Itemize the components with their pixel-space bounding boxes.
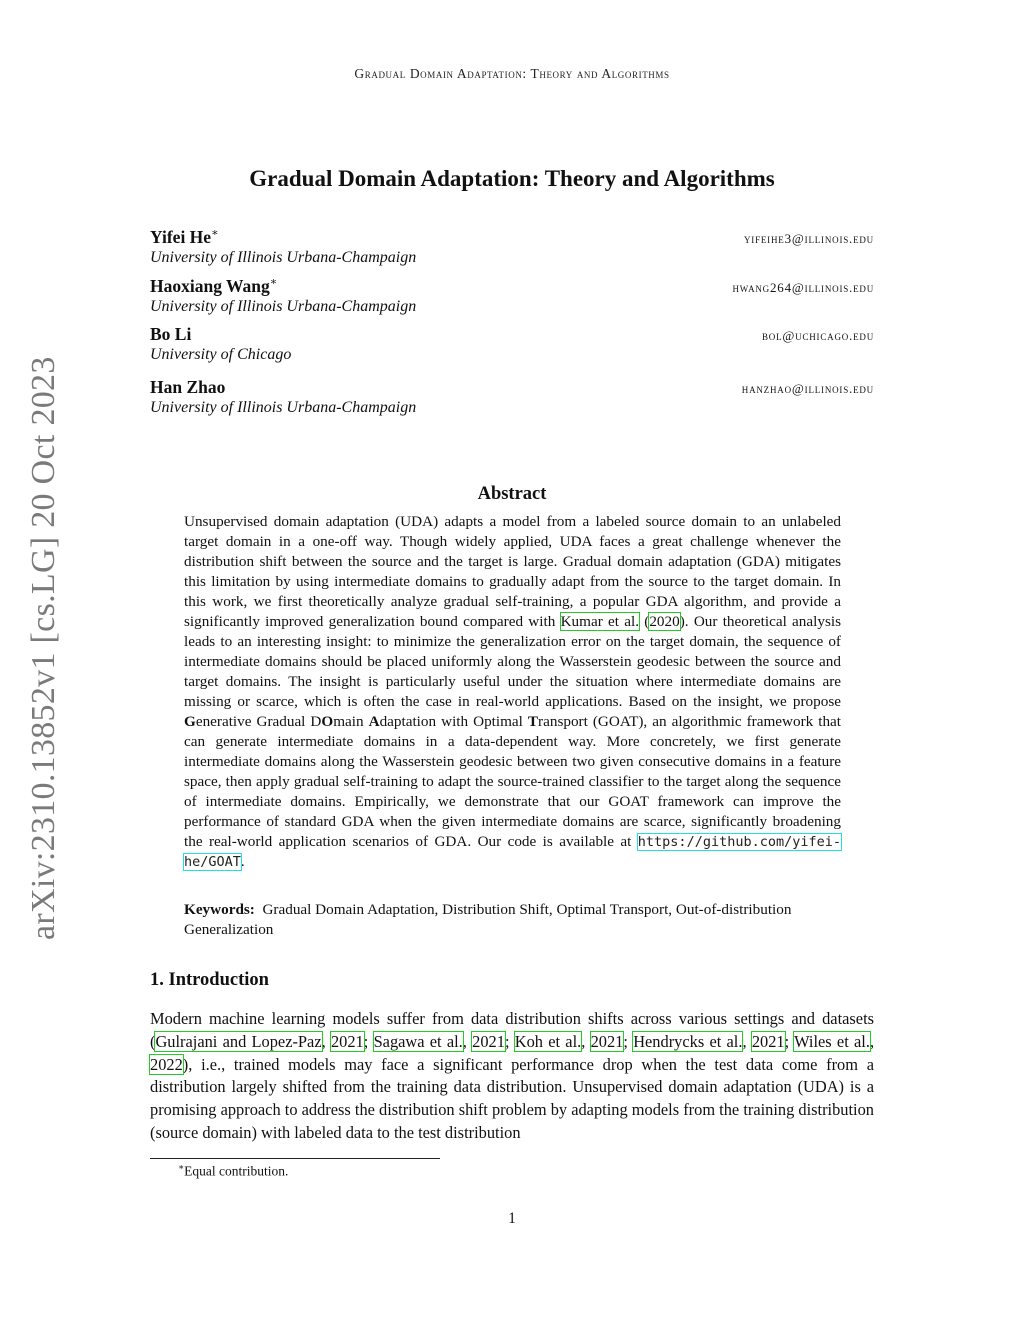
keywords-text: Gradual Domain Adaptation, Distribution Shift, Optimal Transport, Out-of-distribution Generalization (184, 901, 792, 938)
citation-link[interactable]: 2021 (472, 1031, 505, 1051)
citation-link[interactable]: Kumar et al. (560, 613, 639, 630)
author-block (150, 324, 874, 364)
author-email[interactable]: yifeihe3@illinois.edu (743, 230, 874, 246)
citation-link[interactable]: Wiles et al. (794, 1031, 870, 1051)
running-head: Gradual Domain Adaptation: Theory and Algorithms (354, 66, 670, 81)
footnote: ∗Equal contribution. (178, 1162, 289, 1179)
citation-link[interactable]: 2020 (649, 613, 680, 630)
keywords (184, 900, 841, 940)
author-name: Yifei He∗ (150, 226, 219, 247)
author-email[interactable]: hwang264@illinois.edu (732, 279, 874, 295)
author-email[interactable]: bol@uchicago.edu (761, 328, 874, 343)
citation-link[interactable]: Hendrycks et al. (633, 1031, 743, 1051)
abstract-heading: Abstract (477, 484, 547, 504)
introduction-body: Modern machine learning models suffer from data distribution shifts across various settings and datasets (Gulrajani and Lopez-Paz, 2021; Sagawa et al., 2021; Koh et al., 2021; Hendrycks et al., 2021; Wiles et al., 2022), i.e., trained models may face a significant performance drop when the test data come from a distribution largely shifted from the training data distribution. Unsupervised domain adaptation (UDA) is a promising approach to address the distribution shift problem by adapting models from the training distribution (source domain) with labeled data to the test distribution (150, 1009, 875, 1142)
section-heading-introduction: 1. Introduction (150, 970, 269, 990)
author-email[interactable]: hanzhao@illinois.edu (741, 381, 874, 396)
author-block (150, 377, 874, 417)
author-name: Haoxiang Wang∗ (150, 275, 278, 296)
author-affiliation: University of Chicago (150, 346, 292, 363)
citation-link[interactable]: 2021 (330, 1031, 364, 1051)
author-name: Bo Li (150, 324, 192, 344)
footnote-divider (150, 1158, 440, 1159)
citation-link[interactable]: 2021 (751, 1031, 785, 1051)
citation-link[interactable]: 2021 (590, 1031, 624, 1051)
author-affiliation: University of Illinois Urbana-Champaign (150, 248, 417, 266)
citation-link[interactable]: 2022 (150, 1054, 183, 1074)
author-name: Han Zhao (150, 377, 226, 397)
code-url-link[interactable]: https://github.com/yifei-he/GOAT (184, 834, 841, 870)
page-number: 1 (508, 1210, 516, 1227)
author-affiliation: University of Illinois Urbana-Champaign (150, 399, 417, 416)
paper-title: Gradual Domain Adaptation: Theory and Algorithms (249, 166, 775, 191)
author-block (150, 275, 874, 316)
citation-link[interactable]: Sagawa et al. (373, 1031, 463, 1051)
abstract-body: Unsupervised domain adaptation (UDA) adapts a model from a labeled source domain to an unlabeled target domain in a one-off way. Though widely applied, UDA faces a great challenge whenever the distribution shift between the source and the target is large. Gradual domain adaptation (GDA) mitigates this limitation by using intermediate domains to gradually adapt from the source to the target domain. In this work, we first theoretically analyze gradual self-training, a popular GDA algorithm, and provide a significantly improved generalization bound compared with Kumar et al. (2020). Our theoretical analysis leads to an interesting insight: to minimize the generalization error on the target domain, the sequence of intermediate domains should be placed uniformly along the Wasserstein geodesic between the source and target domains. The insight is particularly useful under the situation where intermediate domains are missing or scarce, which is often the case in real-world applications. Based on the insight, we propose Generative Gradual DOmain Adaptation with Optimal Transport (GOAT), an algorithmic framework that can generate intermediate domains in a data-dependent way. More concretely, we first generate intermediate domains along the Wasserstein geodesic between two given consecutive domains in a feature space, then apply gradual self-training to adapt the source-trained classifier to the target along the sequence of intermediate domains. Empirically, we demonstrate that our GOAT framework can improve the performance of standard GDA when the given intermediate domains are scarce, significantly broadening the real-world application scenarios of GDA. Our code is available at https://github.com/yifei-he/GOAT. (184, 513, 842, 870)
author-affiliation: University of Illinois Urbana-Champaign (150, 297, 417, 315)
author-block (150, 226, 874, 267)
keywords-label: Keywords: (184, 901, 255, 918)
arxiv-identifier: arXiv:2310.13852v1 [cs.LG] 20 Oct 2023 (25, 356, 62, 940)
citation-link[interactable]: Koh et al. (514, 1031, 582, 1051)
citation-link[interactable]: Gulrajani and Lopez-Paz (155, 1031, 322, 1051)
